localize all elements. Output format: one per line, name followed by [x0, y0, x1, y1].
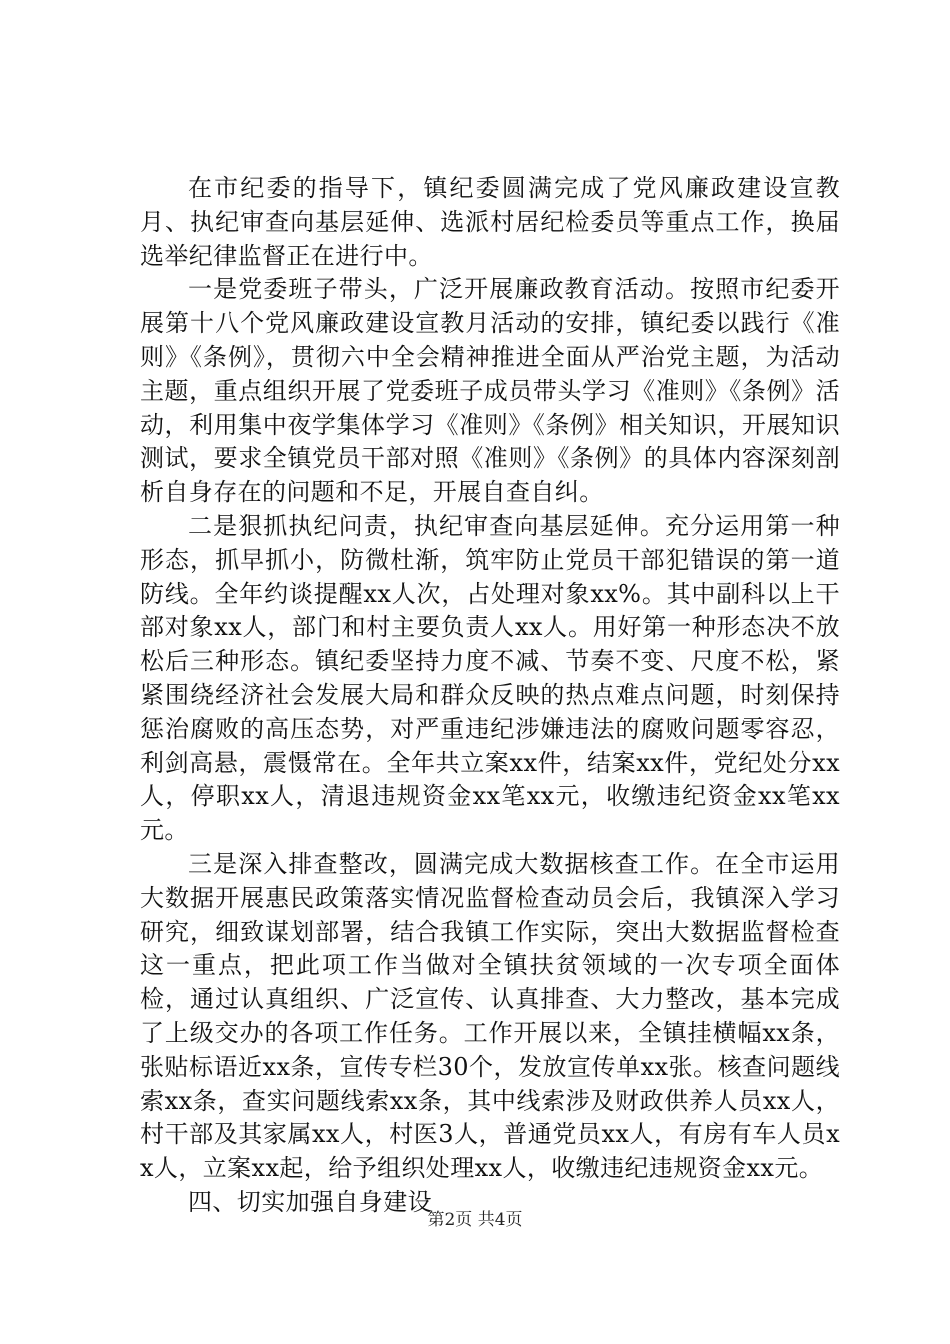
paragraph-point-three: 三是深入排查整改，圆满完成大数据核查工作。在全市运用大数据开展惠民政策落实情况监督检查动员会后，我镇深入学习研究，细致谋划部署，结合我镇工作实际，突出大数据监督检查这一重点，把此项工作当做对全镇扶贫领域的一次专项全面体检，通过认真组织、广泛宣传、认真排查、大力整改，基本完成了上级交办的各项工作任务。工作开展以来，全镇挂横幅xx条，张贴标语近xx条，宣传专栏30个，发放宣传单xx张。核查问题线索xx条，查实问题线索xx条，其中线索涉及财政供养人员xx人，村干部及其家属xx人，村医3人，普通党员xx人，有房有车人员xx人，立案xx起，给予组织处理xx人，收缴违纪违规资金xx元。 [140, 849, 840, 1183]
section-heading-four: 四、切实加强自身建设 [188, 1187, 432, 1216]
paragraph-intro: 在市纪委的指导下，镇纪委圆满完成了党风廉政建设宣教月、执纪审查向基层延伸、选派村居纪检委员等重点工作，换届选举纪律监督正在进行中。 [140, 174, 840, 270]
paragraph-point-one: 一是党委班子带头，广泛开展廉政教育活动。按照市纪委开展第十八个党风廉政建设宣教月活动的安排，镇纪委以践行《准则》《条例》，贯彻六中全会精神推进全面从严治党主题，为活动主题，重点组织开展了党委班子成员带头学习《准则》《条例》活动，利用集中夜学集体学习《准则》《条例》相关知识，开展知识测试，要求全镇党员干部对照《准则》《条例》的具体内容深刻剖析自身存在的问题和不足，开展自查自纠。 [140, 275, 840, 507]
document-body [140, 172, 840, 1220]
paragraph-point-two: 二是狠抓执纪问责，执纪审查向基层延伸。充分运用第一种形态，抓早抓小，防微杜渐，筑牢防止党员干部犯错误的第一道防线。全年约谈提醒xx人次，占处理对象xx%。其中副科以上干部对象xx人，部门和村主要负责人xx人。用好第一种形态决不放松后三种形态。镇纪委坚持力度不减、节奏不变、尺度不松，紧紧围绕经济社会发展大局和群众反映的热点难点问题，时刻保持惩治腐败的高压态势，对严重违纪涉嫌违法的腐败问题零容忍，利剑高悬，震慑常在。全年共立案xx件，结案xx件，党纪处分xx人，停职xx人，清退违规资金xx笔xx元，收缴违纪资金xx笔xx元。 [140, 511, 840, 845]
page-footer [0, 1209, 950, 1231]
page-number-label: 第2页 共4页 [427, 1210, 523, 1230]
